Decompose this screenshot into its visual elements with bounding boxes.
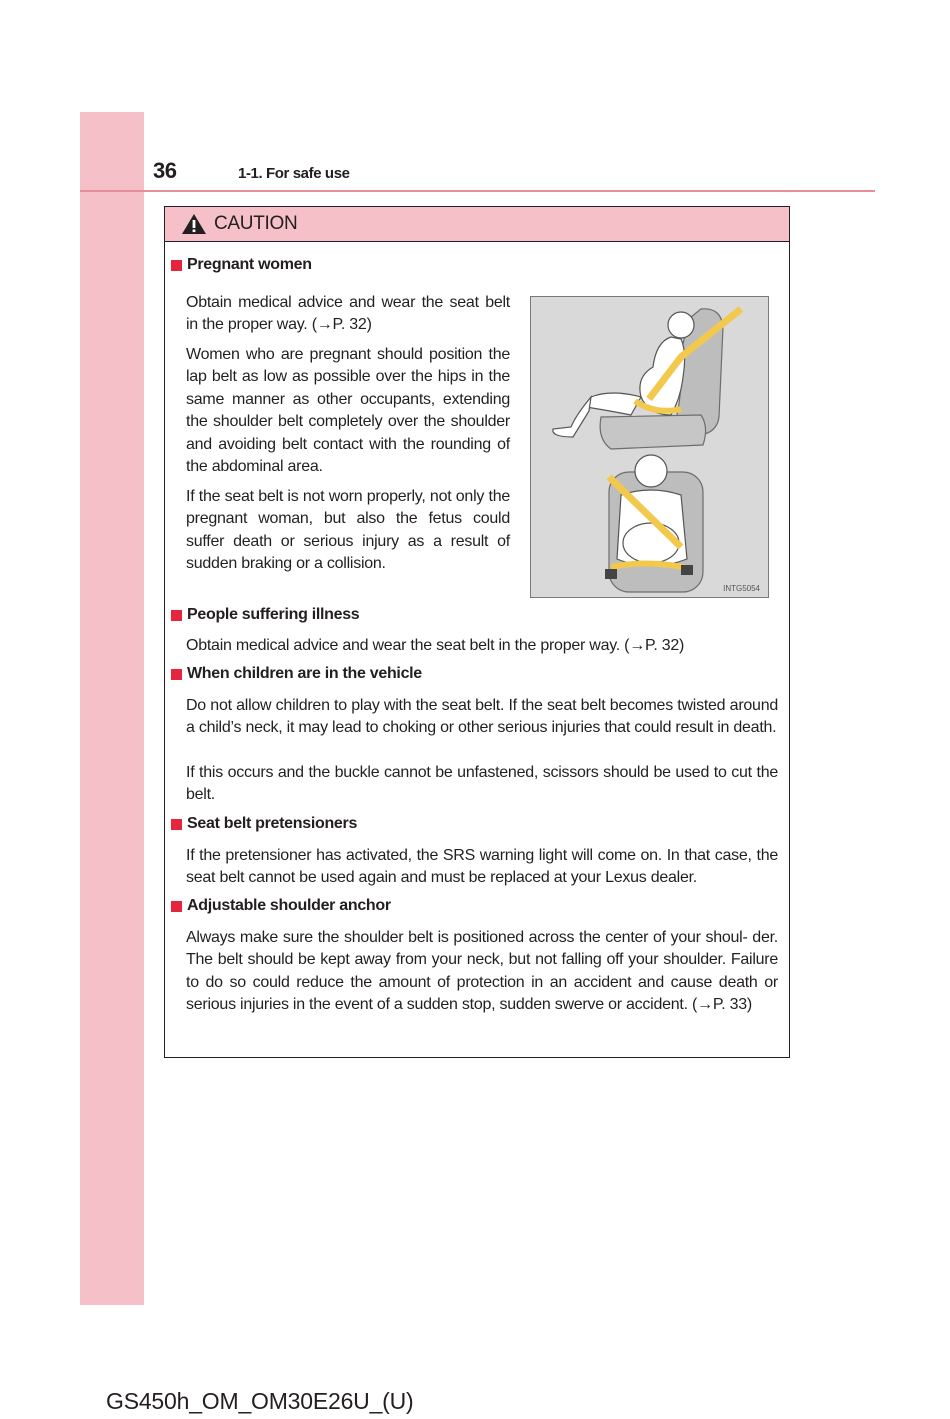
pregnant-seatbelt-illustration xyxy=(530,296,769,598)
paragraph: Always make sure the shoulder belt is positioned across the center of your shoul- der. The belt should be kept away from your neck, but not falling off your shoulder. Failure to do so could reduce the amount of protection in an accident and cause death or serious injuries in the event of a sudden stop, sudden swerve or accident. (→P. 33) xyxy=(186,929,778,1014)
paragraph: If the seat belt is not worn properly, not only the pregnant woman, but also the fetus could suffer death or serious injury as a result of sudden braking or a collision. xyxy=(186,488,510,573)
warning-triangle-icon xyxy=(181,213,207,235)
heading-children-in-vehicle xyxy=(171,665,422,683)
red-square-bullet-icon xyxy=(171,819,182,830)
header-divider xyxy=(80,190,875,192)
paragraph: Women who are pregnant should position the lap belt as low as possible over the hips in the same manner as other occupants, extending the shoulder belt completely over the shoulder and avoiding belt contact with the rounding of the abdominal area. xyxy=(186,346,510,476)
heading-pregnant-women xyxy=(171,256,312,274)
caution-title: CAUTION xyxy=(214,213,298,234)
heading-text: Seat belt pretensioners xyxy=(187,815,358,832)
section-title: 1-1. For safe use xyxy=(238,165,350,182)
illustration-code: INTG5054 xyxy=(723,584,760,593)
paragraph: Obtain medical advice and wear the seat belt in the proper way. (→P. 32) xyxy=(186,294,510,334)
caution-box xyxy=(164,206,790,1058)
footer-document-code: GS450h_OM_OM30E26U_(U) xyxy=(106,1388,414,1414)
paragraph: If this occurs and the buckle cannot be unfastened, scissors should be used to cut the belt. xyxy=(186,764,778,804)
paragraph: Obtain medical advice and wear the seat belt in the proper way. (→P. 32) xyxy=(186,637,685,654)
heading-people-suffering-illness xyxy=(171,606,359,624)
heading-text: Pregnant women xyxy=(187,256,312,273)
paragraph: Do not allow children to play with the seat belt. If the seat belt becomes twisted around a child’s neck, it may lead to choking or other serious injuries that could result in death. xyxy=(186,697,778,737)
heading-text: People suffering illness xyxy=(187,606,360,623)
red-square-bullet-icon xyxy=(171,901,182,912)
heading-text: Adjustable shoulder anchor xyxy=(187,897,391,914)
heading-text: When children are in the vehicle xyxy=(187,665,422,682)
side-margin-band xyxy=(80,112,144,1305)
heading-adjustable-shoulder-anchor xyxy=(171,897,391,915)
paragraph: If the pretensioner has activated, the SRS warning light will come on. In that case, the seat belt cannot be used again and must be replaced at your Lexus dealer. xyxy=(186,847,778,887)
caution-header xyxy=(165,207,789,242)
red-square-bullet-icon xyxy=(171,260,182,271)
heading-seat-belt-pretensioners xyxy=(171,815,357,833)
page-number: 36 xyxy=(153,158,177,183)
red-square-bullet-icon xyxy=(171,669,182,680)
red-square-bullet-icon xyxy=(171,610,182,621)
